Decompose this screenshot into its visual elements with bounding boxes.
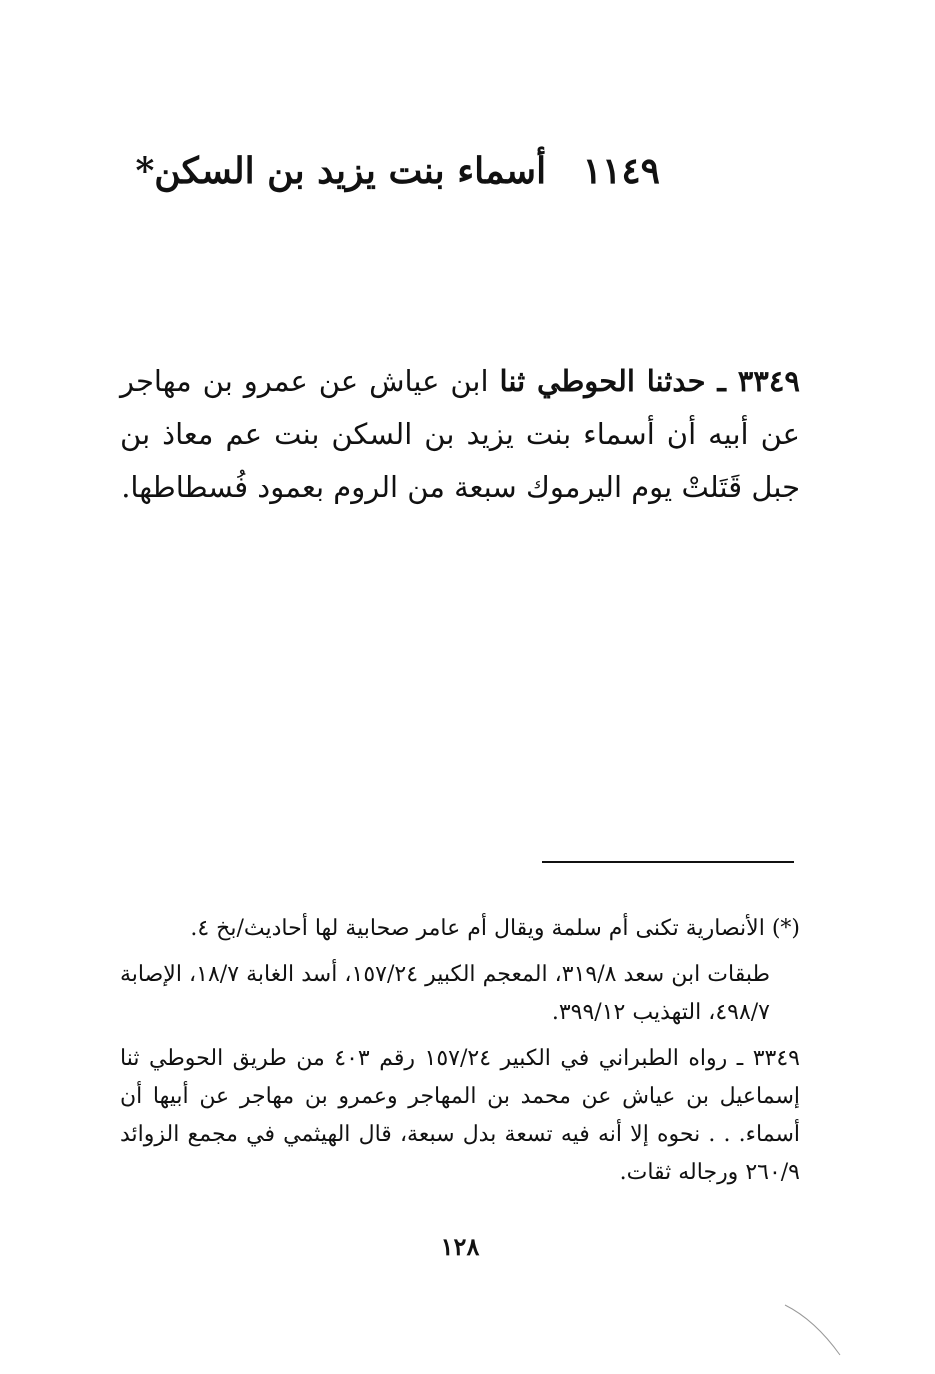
page-number: ١٢٨ — [440, 1232, 480, 1261]
chapter-number: ١١٤٩ — [582, 150, 660, 192]
hadith-text-block — [120, 355, 800, 514]
footnote-hadith-takhrij — [120, 1040, 800, 1192]
footnote-hadith-text: رواه الطبراني في الكبير ١٥٧/٢٤ رقم ٤٠٣ من طريق الحوطي ثنا إسماعيل بن عياش عن محمد بن المهاجر وعمرو بن مهاجر عن أبيها أن أسماء. . . نحوه إلا أنه فيه تسعة بدل سبعة، قال الهيثمي في مجمع الزوائد ٢٦٠/٩ ورجاله ثقات. — [120, 1046, 800, 1185]
footnote-biography: (*) الأنصارية تكنى أم سلمة ويقال أم عامر صحابية لها أحاديث/بخ ٤. — [190, 916, 800, 941]
chapter-title: أسماء بنت يزيد بن السكن* — [135, 150, 547, 192]
footnotes-section — [120, 910, 800, 1192]
footnote-hadith-number: ٣٣٤٩ ـ — [736, 1046, 800, 1071]
scan-mark — [780, 1300, 860, 1360]
footnote-divider — [542, 861, 794, 863]
hadith-lead: ٣٣٤٩ ـ حدثنا الحوطي ثنا — [499, 364, 800, 398]
footnote-sources: طبقات ابن سعد ٣١٩/٨، المعجم الكبير ١٥٧/٢٤، أسد الغابة ١٨/٧، الإصابة ٤٩٨/٧، التهذيب ٣٩٩/١٢. — [120, 962, 770, 1025]
chapter-heading — [135, 150, 660, 192]
hadith-body: ابن عياش عن عمرو بن مهاجر عن أبيه أن أسماء بنت يزيد بن السكن بنت عم معاذ بن جبل قَتَلتْ يوم اليرموك سبعة من الروم بعمود فُسطاطها. — [120, 364, 800, 504]
